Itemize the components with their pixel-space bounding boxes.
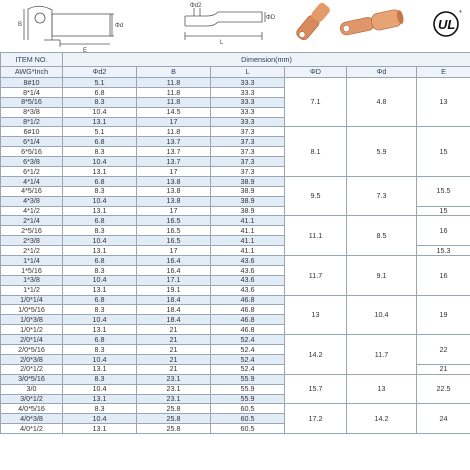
b-cell: 17 <box>137 206 211 216</box>
l-cell: 52.4 <box>211 335 285 345</box>
d2-cell: 10.4 <box>63 414 137 424</box>
b-cell: 13.7 <box>137 147 211 157</box>
b-cell: 13.7 <box>137 157 211 167</box>
awg-inch-header: AWG*Inch <box>1 67 63 78</box>
d2-cell: 10.4 <box>63 384 137 394</box>
d2-cell: 6.8 <box>63 216 137 226</box>
l-cell: 33.3 <box>211 78 285 88</box>
table-row <box>1 78 470 88</box>
svg-text:UL: UL <box>438 17 456 32</box>
b-cell: 16.5 <box>137 236 211 246</box>
item-cell: 4*1/4 <box>1 176 63 186</box>
d2-cell: 8.3 <box>63 97 137 107</box>
spec-table <box>0 52 470 434</box>
d2-cell: 13.1 <box>63 424 137 434</box>
b-cell: 25.8 <box>137 414 211 424</box>
d2-cell: 8.3 <box>63 147 137 157</box>
item-cell: 6*1/4 <box>1 137 63 147</box>
column-header: L <box>211 67 285 78</box>
b-cell: 16.5 <box>137 216 211 226</box>
b-cell: 21 <box>137 325 211 335</box>
l-cell: 38.9 <box>211 206 285 216</box>
item-cell: 8*1/4 <box>1 87 63 97</box>
table-row <box>1 256 470 266</box>
d2-cell: 5.1 <box>63 127 137 137</box>
diagram-label-E: E <box>83 48 88 52</box>
l-cell: 41.1 <box>211 216 285 226</box>
d2-cell: 8.3 <box>63 186 137 196</box>
item-cell: 2*1/4 <box>1 216 63 226</box>
d2-cell: 8.3 <box>63 345 137 355</box>
l-cell: 38.9 <box>211 176 285 186</box>
l-cell: 46.8 <box>211 315 285 325</box>
l-cell: 46.8 <box>211 305 285 315</box>
b-cell: 13.8 <box>137 196 211 206</box>
inner-diameter-cell: 11.7 <box>347 335 417 375</box>
item-cell: 8*5/16 <box>1 97 63 107</box>
outer-diameter-cell: 11.1 <box>285 216 347 256</box>
outer-diameter-cell: 7.1 <box>285 78 347 127</box>
d2-cell: 10.4 <box>63 196 137 206</box>
item-cell: 8*1/2 <box>1 117 63 127</box>
b-cell: 21 <box>137 335 211 345</box>
b-cell: 19.1 <box>137 285 211 295</box>
d2-cell: 10.4 <box>63 275 137 285</box>
e-length-cell: 13 <box>417 78 470 127</box>
e-length-cell: 15.5 <box>417 176 470 206</box>
l-cell: 43.6 <box>211 275 285 285</box>
l-cell: 60.5 <box>211 404 285 414</box>
b-cell: 11.8 <box>137 127 211 137</box>
l-cell: 41.1 <box>211 246 285 256</box>
e-length-cell: 15 <box>417 206 470 216</box>
item-cell: 6*5/16 <box>1 147 63 157</box>
header-illustration <box>0 0 470 52</box>
item-cell: 1/0*1/4 <box>1 295 63 305</box>
l-cell: 55.9 <box>211 394 285 404</box>
item-cell: 1/0*1/2 <box>1 325 63 335</box>
table-row <box>1 176 470 186</box>
item-cell: 4*5/16 <box>1 186 63 196</box>
lug-top-view-diagram <box>24 6 114 47</box>
outer-diameter-cell: 17.2 <box>285 404 347 434</box>
item-cell: 1/0*5/16 <box>1 305 63 315</box>
copper-lugs-photo <box>295 1 405 42</box>
ul-certification-mark <box>434 9 462 36</box>
d2-cell: 6.8 <box>63 256 137 266</box>
b-cell: 23.1 <box>137 384 211 394</box>
l-cell: 37.3 <box>211 127 285 137</box>
l-cell: 37.3 <box>211 157 285 167</box>
b-cell: 25.8 <box>137 424 211 434</box>
diagram-label-phid2: Φd2 <box>190 3 202 9</box>
item-cell: 2*5/16 <box>1 226 63 236</box>
d2-cell: 13.1 <box>63 117 137 127</box>
item-cell: 4/0*5/16 <box>1 404 63 414</box>
d2-cell: 8.3 <box>63 265 137 275</box>
b-cell: 21 <box>137 364 211 374</box>
d2-cell: 13.1 <box>63 394 137 404</box>
l-cell: 33.3 <box>211 117 285 127</box>
b-cell: 17 <box>137 117 211 127</box>
d2-cell: 10.4 <box>63 107 137 117</box>
svg-text:®: ® <box>459 9 462 14</box>
l-cell: 55.9 <box>211 384 285 394</box>
table-row <box>1 216 470 226</box>
b-cell: 18.4 <box>137 305 211 315</box>
e-length-cell: 15.3 <box>417 246 470 256</box>
item-cell: 1/0*3/8 <box>1 315 63 325</box>
b-cell: 21 <box>137 354 211 364</box>
table-row <box>1 295 470 305</box>
d2-cell: 10.4 <box>63 354 137 364</box>
l-cell: 43.6 <box>211 256 285 266</box>
b-cell: 18.4 <box>137 295 211 305</box>
d2-cell: 5.1 <box>63 78 137 88</box>
e-length-cell: 22.5 <box>417 374 470 404</box>
inner-diameter-cell: 4.8 <box>347 78 417 127</box>
l-cell: 46.8 <box>211 295 285 305</box>
b-cell: 25.8 <box>137 404 211 414</box>
d2-cell: 13.1 <box>63 167 137 177</box>
outer-diameter-cell: 8.1 <box>285 127 347 176</box>
item-cell: 4*3/8 <box>1 196 63 206</box>
l-cell: 43.6 <box>211 265 285 275</box>
b-cell: 23.1 <box>137 374 211 384</box>
table-row <box>1 335 470 345</box>
e-length-cell: 21 <box>417 364 470 374</box>
d2-cell: 8.3 <box>63 404 137 414</box>
b-cell: 13.8 <box>137 176 211 186</box>
table-row <box>1 374 470 384</box>
table-row <box>1 404 470 414</box>
l-cell: 52.4 <box>211 364 285 374</box>
l-cell: 52.4 <box>211 354 285 364</box>
column-header: E <box>417 67 470 78</box>
column-header: Φd <box>347 67 417 78</box>
e-length-cell: 16 <box>417 216 470 246</box>
outer-diameter-cell: 15.7 <box>285 374 347 404</box>
outer-diameter-cell: 11.7 <box>285 256 347 296</box>
d2-cell: 13.1 <box>63 285 137 295</box>
inner-diameter-cell: 10.4 <box>347 295 417 335</box>
item-cell: 3/0*1/2 <box>1 394 63 404</box>
l-cell: 60.5 <box>211 414 285 424</box>
b-cell: 17.1 <box>137 275 211 285</box>
diagram-label-L: L <box>220 40 224 46</box>
l-cell: 37.3 <box>211 137 285 147</box>
d2-cell: 6.8 <box>63 87 137 97</box>
d2-cell: 6.8 <box>63 137 137 147</box>
d2-cell: 13.1 <box>63 325 137 335</box>
item-cell: 6#10 <box>1 127 63 137</box>
item-cell: 4/0*1/2 <box>1 424 63 434</box>
b-cell: 17 <box>137 167 211 177</box>
item-cell: 2*1/2 <box>1 246 63 256</box>
item-cell: 4/0*3/8 <box>1 414 63 424</box>
item-cell: 4*1/2 <box>1 206 63 216</box>
item-cell: 3/0*5/16 <box>1 374 63 384</box>
item-cell: 6*1/2 <box>1 167 63 177</box>
l-cell: 60.5 <box>211 424 285 434</box>
item-cell: 2/0*3/8 <box>1 354 63 364</box>
d2-cell: 13.1 <box>63 206 137 216</box>
b-cell: 17 <box>137 246 211 256</box>
l-cell: 33.3 <box>211 87 285 97</box>
d2-cell: 13.1 <box>63 246 137 256</box>
item-cell: 3/0 <box>1 384 63 394</box>
l-cell: 33.3 <box>211 97 285 107</box>
column-header: ΦD <box>285 67 347 78</box>
e-length-cell: 24 <box>417 404 470 434</box>
item-cell: 2/0*1/2 <box>1 364 63 374</box>
l-cell: 41.1 <box>211 226 285 236</box>
b-cell: 21 <box>137 345 211 355</box>
item-cell: 1*1/4 <box>1 256 63 266</box>
inner-diameter-cell: 9.1 <box>347 256 417 296</box>
inner-diameter-cell: 8.5 <box>347 216 417 256</box>
b-cell: 11.8 <box>137 78 211 88</box>
d2-cell: 10.4 <box>63 315 137 325</box>
e-length-cell: 15 <box>417 127 470 176</box>
diagram-label-phiD: ΦD <box>266 15 276 21</box>
l-cell: 37.3 <box>211 167 285 177</box>
b-cell: 11.8 <box>137 87 211 97</box>
outer-diameter-cell: 14.2 <box>285 335 347 375</box>
inner-diameter-cell: 13 <box>347 374 417 404</box>
d2-cell: 8.3 <box>63 305 137 315</box>
table-row <box>1 127 470 137</box>
dimension-header: Dimension(mm) <box>63 53 470 67</box>
l-cell: 38.9 <box>211 196 285 206</box>
d2-cell: 8.3 <box>63 374 137 384</box>
d2-cell: 13.1 <box>63 364 137 374</box>
l-cell: 52.4 <box>211 345 285 355</box>
d2-cell: 8.3 <box>63 226 137 236</box>
l-cell: 38.9 <box>211 186 285 196</box>
l-cell: 41.1 <box>211 236 285 246</box>
b-cell: 18.4 <box>137 315 211 325</box>
b-cell: 11.8 <box>137 97 211 107</box>
item-no-header: ITEM NO. <box>1 53 63 67</box>
e-length-cell: 19 <box>417 295 470 335</box>
column-header: B <box>137 67 211 78</box>
lug-side-view-diagram <box>185 8 265 40</box>
b-cell: 14.5 <box>137 107 211 117</box>
d2-cell: 6.8 <box>63 335 137 345</box>
item-cell: 6*3/8 <box>1 157 63 167</box>
item-cell: 2/0*1/4 <box>1 335 63 345</box>
b-cell: 16.4 <box>137 256 211 266</box>
inner-diameter-cell: 7.3 <box>347 176 417 216</box>
e-length-cell: 22 <box>417 335 470 365</box>
b-cell: 23.1 <box>137 394 211 404</box>
outer-diameter-cell: 9.5 <box>285 176 347 216</box>
item-cell: 2/0*5/16 <box>1 345 63 355</box>
outer-diameter-cell: 13 <box>285 295 347 335</box>
b-cell: 13.8 <box>137 186 211 196</box>
diagram-label-B: B <box>18 22 23 28</box>
d2-cell: 10.4 <box>63 157 137 167</box>
b-cell: 16.4 <box>137 265 211 275</box>
item-cell: 8#10 <box>1 78 63 88</box>
item-cell: 1*3/8 <box>1 275 63 285</box>
b-cell: 13.7 <box>137 137 211 147</box>
l-cell: 55.9 <box>211 374 285 384</box>
l-cell: 46.8 <box>211 325 285 335</box>
d2-cell: 6.8 <box>63 176 137 186</box>
column-header: Φd2 <box>63 67 137 78</box>
item-cell: 8*3/8 <box>1 107 63 117</box>
d2-cell: 6.8 <box>63 295 137 305</box>
l-cell: 37.3 <box>211 147 285 157</box>
l-cell: 33.3 <box>211 107 285 117</box>
item-cell: 1*5/16 <box>1 265 63 275</box>
d2-cell: 10.4 <box>63 236 137 246</box>
b-cell: 16.5 <box>137 226 211 236</box>
l-cell: 43.6 <box>211 285 285 295</box>
item-cell: 1*1/2 <box>1 285 63 295</box>
inner-diameter-cell: 14.2 <box>347 404 417 434</box>
item-cell: 2*3/8 <box>1 236 63 246</box>
e-length-cell: 16 <box>417 256 470 296</box>
inner-diameter-cell: 5.9 <box>347 127 417 176</box>
diagram-label-phid: Φd <box>115 23 124 29</box>
